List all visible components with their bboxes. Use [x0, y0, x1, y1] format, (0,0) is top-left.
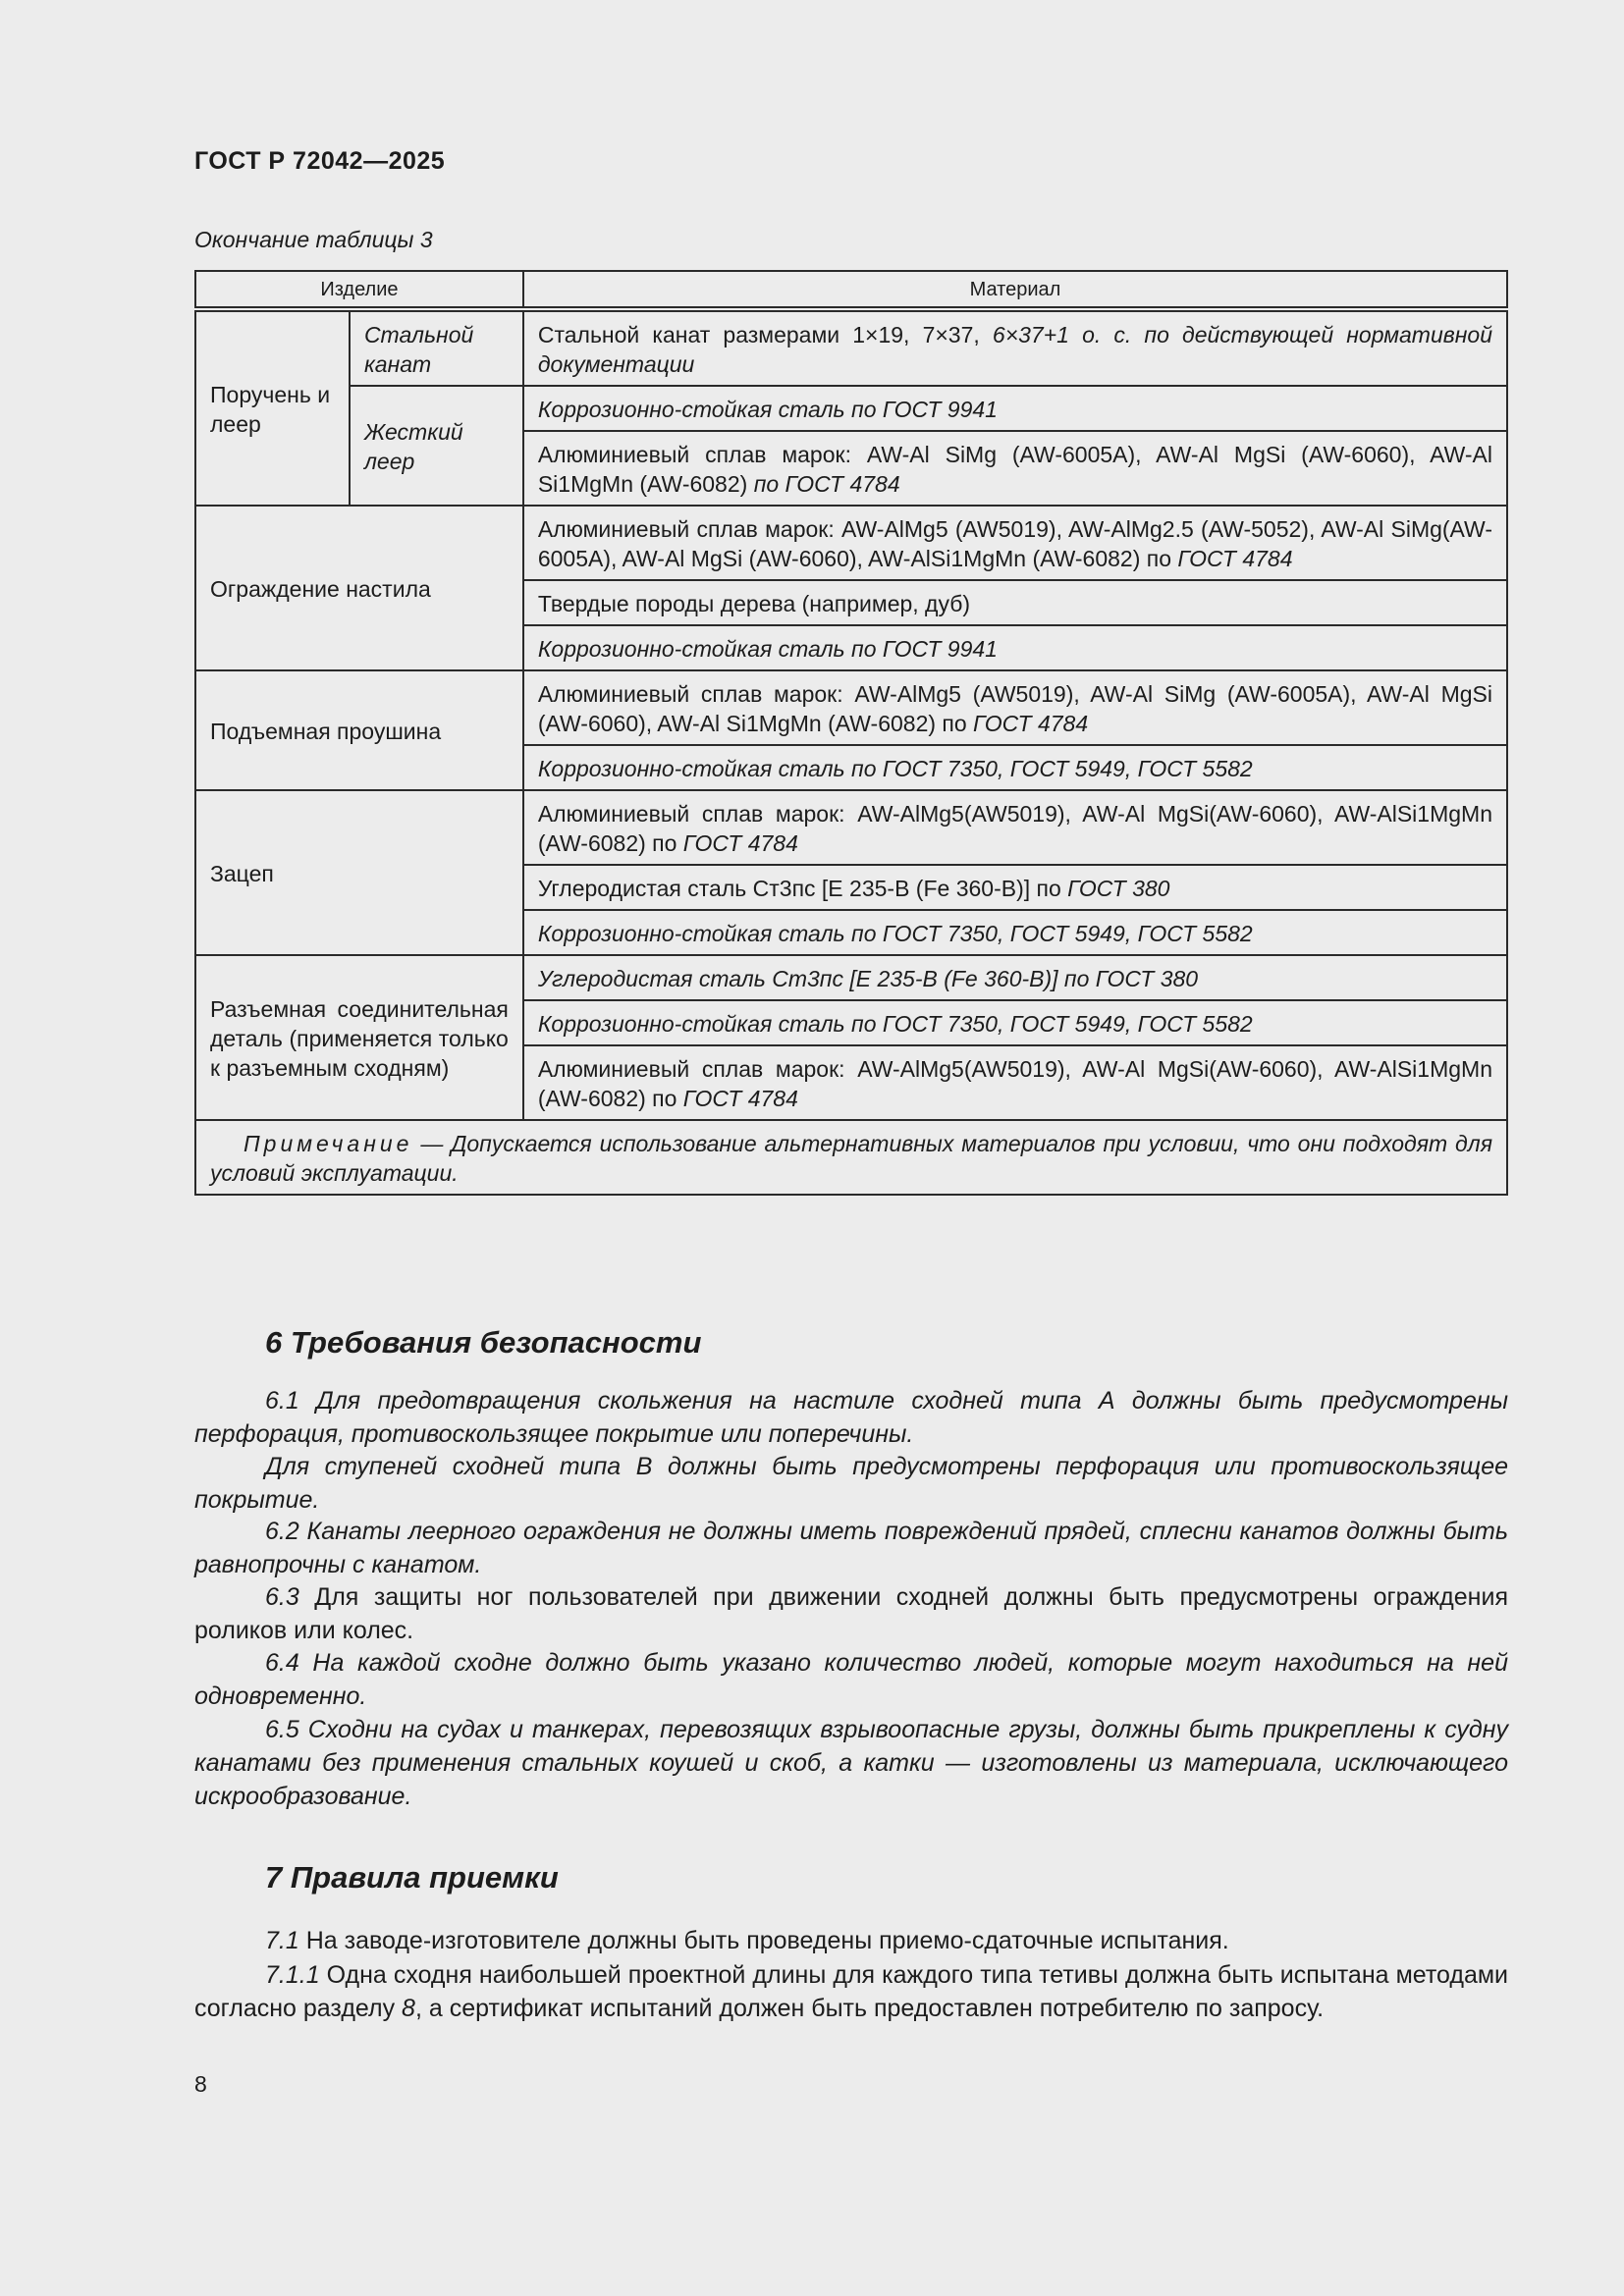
- material-cell: Алюминиевый сплав марок: AW-AlMg5 (AW5019), AW-AlMg2.5 (AW-5052), AW-Al SiMg(AW-6005A), AW-Al MgSi (AW-6060), AW-AlSi1MgMn (AW-6082) по ГОСТ 4784: [523, 506, 1507, 580]
- table-note-row: [195, 1120, 1507, 1195]
- document-header: ГОСТ Р 72042—2025: [194, 147, 446, 175]
- table-header-row: [195, 271, 1507, 309]
- paragraph-6-1-b: Для ступеней сходней типа В должны быть предусмотрены перфорация или противоскользящее покрытие.: [194, 1453, 1508, 1514]
- material-cell: Коррозионно-стойкая сталь по ГОСТ 9941: [523, 386, 1507, 431]
- table-row: [195, 670, 1507, 745]
- material-cell: Углеродистая сталь Ст3пс [E 235-B (Fe 360-B)] по ГОСТ 380: [523, 955, 1507, 1000]
- table-caption: Окончание таблицы 3: [194, 227, 433, 252]
- material-cell: Твердые породы дерева (например, дуб): [523, 580, 1507, 625]
- product-cell: Подъемная проушина: [195, 670, 523, 790]
- subproduct-cell: Жесткий леер: [350, 386, 523, 506]
- table-row: [195, 309, 1507, 386]
- note-text: — Допускается использование альтернативных материалов при условии, что они подходят для условий эксплуатации.: [210, 1131, 1492, 1186]
- table-row: [195, 386, 1507, 431]
- material-cell: Алюминиевый сплав марок: AW-AlMg5 (AW5019), AW-Al SiMg (AW-6005A), AW-Al MgSi (AW-6060), AW-Al Si1MgMn (AW-6082) по ГОСТ 4784: [523, 670, 1507, 745]
- page-number: 8: [194, 2071, 207, 2097]
- table-row: [195, 506, 1507, 580]
- table-row: [195, 790, 1507, 865]
- section-7-title: 7 Правила приемки: [265, 1860, 559, 1895]
- table-row: [195, 955, 1507, 1000]
- product-cell: Ограждение настила: [195, 506, 523, 670]
- material-cell: Углеродистая сталь Ст3пс [E 235-B (Fe 360-B)] по ГОСТ 380: [523, 865, 1507, 910]
- column-header-product: Изделие: [195, 271, 523, 309]
- section-6-title: 6 Требования безопасности: [265, 1325, 702, 1360]
- product-cell: Зацеп: [195, 790, 523, 955]
- material-cell: Алюминиевый сплав марок: AW-AlMg5(AW5019), AW-Al MgSi(AW-6060), AW-AlSi1MgMn (AW-6082) по ГОСТ 4784: [523, 1045, 1507, 1120]
- material-cell: Алюминиевый сплав марок: AW-AlMg5(AW5019), AW-Al MgSi(AW-6060), AW-AlSi1MgMn (AW-6082) по ГОСТ 4784: [523, 790, 1507, 865]
- paragraph-6-3: 6.3 Для защиты ног пользователей при движении сходней должны быть предусмотрены ограждения роликов или колес.: [194, 1583, 1508, 1644]
- material-cell: Коррозионно-стойкая сталь по ГОСТ 9941: [523, 625, 1507, 670]
- material-cell: Коррозионно-стойкая сталь по ГОСТ 7350, ГОСТ 5949, ГОСТ 5582: [523, 1000, 1507, 1045]
- material-cell: Алюминиевый сплав марок: AW-Al SiMg (AW-6005A), AW-Al MgSi (AW-6060), AW-Al Si1MgMn (AW-6082) по ГОСТ 4784: [523, 431, 1507, 506]
- paragraph-7-1: 7.1 На заводе-изготовителе должны быть проведены приемо-сдаточные испытания.: [265, 1927, 1229, 1954]
- paragraph-6-5: 6.5 Сходни на судах и танкерах, перевозящих взрывоопасные грузы, должны быть прикреплены к судну канатами без применения стальных коушей и скоб, а катки — изготовлены из материала, исключающего искрообразование.: [194, 1716, 1508, 1810]
- product-cell: Поручень и леер: [195, 309, 350, 506]
- paragraph-6-2: 6.2 Канаты леерного ограждения не должны иметь повреждений прядей, сплесни канатов должны быть равнопрочны с канатом.: [194, 1518, 1508, 1578]
- material-cell: Стальной канат размерами 1×19, 7×37, 6×37+1 о. с. по действующей нормативной документации: [523, 309, 1507, 386]
- paragraph-6-4: 6.4 На каждой сходне должно быть указано количество людей, которые могут находиться на ней одновременно.: [194, 1649, 1508, 1710]
- note-label: Примечание: [244, 1131, 413, 1156]
- column-header-material: Материал: [523, 271, 1507, 309]
- material-cell: Коррозионно-стойкая сталь по ГОСТ 7350, ГОСТ 5949, ГОСТ 5582: [523, 910, 1507, 955]
- subproduct-cell: Стальной канат: [350, 309, 523, 386]
- materials-table: [194, 270, 1508, 1196]
- table-note: [195, 1120, 1507, 1195]
- paragraph-7-1-1: 7.1.1 Одна сходня наибольшей проектной длины для каждого типа тетивы должна быть испытана методами согласно разделу 8, а сертификат испытаний должен быть предоставлен потребителю по запросу.: [194, 1961, 1508, 2022]
- paragraph-6-1: 6.1 Для предотвращения скольжения на настиле сходней типа А должны быть предусмотрены перфорация, противоскользящее покрытие или поперечины.: [194, 1387, 1508, 1448]
- product-cell: Разъемная соединительная деталь (применяется только к разъемным сходням): [195, 955, 523, 1120]
- material-cell: Коррозионно-стойкая сталь по ГОСТ 7350, ГОСТ 5949, ГОСТ 5582: [523, 745, 1507, 790]
